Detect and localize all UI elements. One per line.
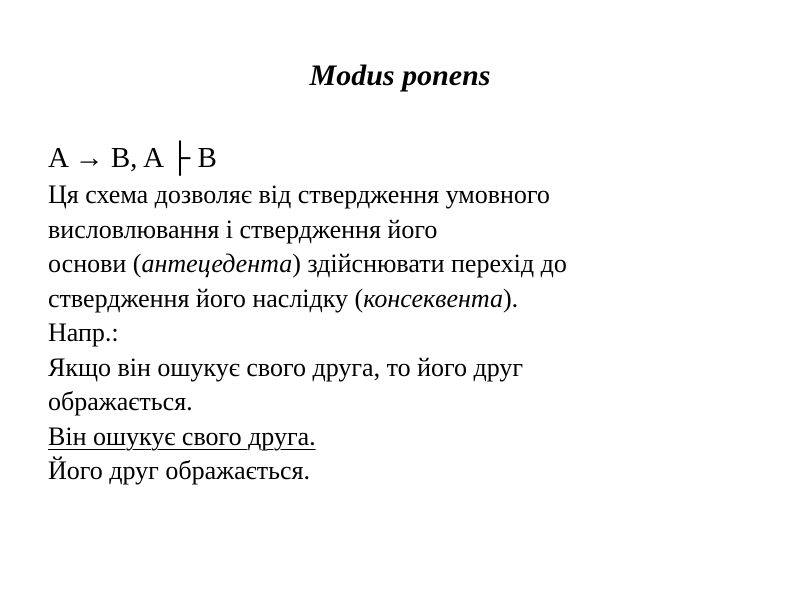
example-conclusion: Його друг ображається.	[48, 456, 310, 485]
description-line-4	[48, 282, 768, 317]
term-antecedent: антецедента	[141, 249, 293, 278]
description-text: ) здійснювати перехід до	[292, 249, 567, 278]
description-text: основи (	[48, 249, 142, 278]
description-text: ).	[502, 283, 519, 313]
description-text: ствердження його наслідку (	[48, 283, 364, 313]
example-premise-2-text: Він ошукує свого друга.	[48, 421, 316, 451]
example-premise-1-line-2: ображається.	[48, 387, 193, 416]
example-premise-1-line-1: Якщо він ошукує свого друга, то його друг	[48, 352, 524, 382]
inference-formula: A → B, A ├ B	[48, 142, 217, 174]
description-line-3	[48, 247, 768, 282]
slide-title: Modus ponens	[309, 59, 491, 92]
term-consequent: консеквента	[363, 283, 503, 313]
example-label: Напр.:	[48, 318, 119, 347]
example-premise-2	[48, 420, 768, 455]
description-line-1: Ця схема дозволяє від ствердження умовного	[48, 180, 550, 209]
description-line-2: висловлювання і ствердження його	[48, 214, 438, 244]
slide-body	[48, 138, 768, 489]
